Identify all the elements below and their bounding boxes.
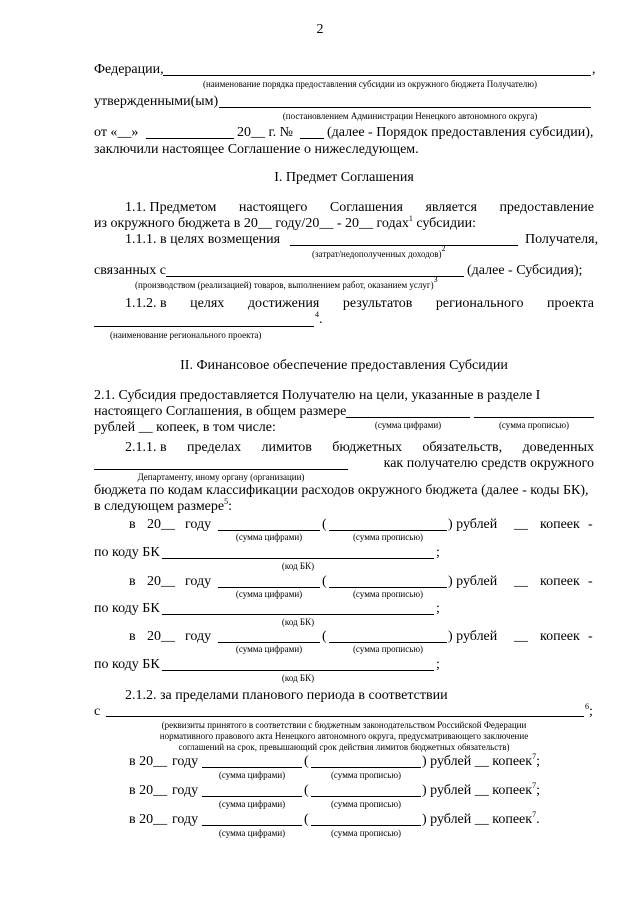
year-row-v: в xyxy=(129,517,136,532)
footnote-7: 7 xyxy=(532,810,537,819)
p21-line1: 2.1. Субсидия предоставляется Получателю на цели, указанные в разделе I xyxy=(94,388,541,403)
hint-costs xyxy=(312,244,446,259)
hint-kbk: (код БК) xyxy=(281,617,315,627)
hint-kbk: (код БК) xyxy=(281,561,315,571)
section1-heading: I. Предмет Соглашения xyxy=(274,170,414,185)
footnote-2: 2 xyxy=(441,244,446,253)
hint-year-digits: (сумма цифрами) xyxy=(235,589,303,599)
future-row-digits-blank xyxy=(202,796,302,797)
year-row-yr: 20__ xyxy=(147,517,175,532)
hint-department: Департаменту, иному органу (организации) xyxy=(137,472,305,482)
p111-start: 1.1.1. в целях возмещения xyxy=(125,232,281,247)
hint-future-digits: (сумма цифрами) xyxy=(218,770,286,780)
p211-colon: : xyxy=(228,499,232,514)
year-row-dash: __ xyxy=(514,629,528,644)
from-year: 20__ г. № xyxy=(237,125,294,140)
year-row-end: - xyxy=(588,517,593,532)
year-row-word: году xyxy=(185,517,212,532)
year-row-dash: __ xyxy=(514,517,528,532)
p212-semicolon: ; xyxy=(589,704,593,719)
section2-heading: II. Финансовое обеспечение предоставления Субсидии xyxy=(180,358,508,373)
future-row-digits-blank xyxy=(202,767,302,768)
p11-word: Соглашения xyxy=(329,200,403,215)
future-row-words-blank xyxy=(311,796,421,797)
p111-end: Получателя, xyxy=(525,232,599,247)
p112-word: результатов xyxy=(342,296,413,311)
year-row-end: - xyxy=(588,629,593,644)
hint-year-digits: (сумма цифрами) xyxy=(235,532,303,542)
p211-word: бюджетных xyxy=(332,440,402,455)
year-row-v: в xyxy=(129,629,136,644)
future-row-end: ; xyxy=(536,754,540,769)
future-row-rub: ) рублей __ копеек xyxy=(422,812,533,827)
future-row-open-paren: ( xyxy=(304,783,309,798)
year-row-kop: копеек xyxy=(540,574,580,589)
p211-word: обязательств, xyxy=(422,440,503,455)
comma: , xyxy=(592,62,596,77)
footnote-4: 4 xyxy=(315,310,319,319)
future-row-v: в 20__ xyxy=(129,754,168,769)
year-row-rub: ) рублей xyxy=(448,517,498,532)
hint-year-digits: (сумма цифрами) xyxy=(235,644,303,654)
hint-future-digits: (сумма цифрами) xyxy=(218,799,286,809)
year-row-digits-blank xyxy=(218,642,320,643)
hint-total-words: (сумма прописью) xyxy=(498,420,570,430)
hint-future-words: (сумма прописью) xyxy=(330,828,402,838)
year-row-words-blank xyxy=(329,642,447,643)
future-row-word: году xyxy=(172,812,199,827)
hint-procedure: (наименование порядка предоставления субсидии из окружного бюджета Получателю) xyxy=(202,79,538,89)
footnote-5: 5 xyxy=(224,497,229,506)
kbk-label: по коду БК xyxy=(94,601,160,616)
hint-kbk: (код БК) xyxy=(281,673,315,683)
procedure-blank xyxy=(163,75,591,76)
year-row-yr: 20__ xyxy=(147,629,175,644)
future-row-tail xyxy=(422,754,540,770)
year-row-digits-blank xyxy=(218,587,320,588)
kbk-label: по коду БК xyxy=(94,657,160,672)
hint-future-digits: (сумма цифрами) xyxy=(218,828,286,838)
p211-word: лимитов xyxy=(261,440,312,455)
hint-approved-by: (постановлением Администрации Ненецкого автономного округа) xyxy=(282,111,538,121)
date-blank xyxy=(146,138,234,139)
hint-requisites-1: (реквизиты принятого в соответствии с бюджетным законодательством Российской Федерации xyxy=(161,720,527,730)
department-blank xyxy=(94,469,348,470)
from-prefix: от «__» xyxy=(94,125,139,140)
hint-future-words: (сумма прописью) xyxy=(330,770,402,780)
future-row-words-blank xyxy=(311,767,421,768)
year-row-word: году xyxy=(185,574,212,589)
hint-requisites-3: соглашений на срок, превышающий срок действия лимитов бюджетных обязательств) xyxy=(178,742,510,752)
kbk-semicolon: ; xyxy=(436,601,440,616)
from-suffix: (далее - Порядок предоставления субсидии), xyxy=(327,125,594,140)
footnote-7: 7 xyxy=(532,752,537,761)
hint-requisites-2: нормативного правового акта Ненецкого автономного округа, предусматривающего заключение xyxy=(159,731,529,741)
year-row-rub: ) рублей xyxy=(448,574,498,589)
hint-project: (наименование регионального проекта) xyxy=(110,330,262,340)
hint-total-digits: (сумма цифрами) xyxy=(374,420,442,430)
p11-word: 1.1. Предметом xyxy=(125,200,217,215)
total-words-blank xyxy=(474,417,594,418)
year-row-yr: 20__ xyxy=(147,574,175,589)
p11-word: является xyxy=(425,200,477,215)
year-row-dash: __ xyxy=(514,574,528,589)
kbk-semicolon: ; xyxy=(436,545,440,560)
costs-blank xyxy=(290,245,518,246)
p112-line1 xyxy=(125,296,594,312)
related-start: связанных с xyxy=(94,263,166,278)
future-row-tail xyxy=(422,812,540,828)
year-row-kop: копеек xyxy=(540,629,580,644)
p211-word: 2.1.1. в xyxy=(125,440,167,455)
future-row-rub: ) рублей __ копеек xyxy=(422,754,533,769)
p11-line2-end: субсидии: xyxy=(416,216,476,231)
p11-line2 xyxy=(94,216,476,232)
footnote-6: 6 xyxy=(585,702,589,711)
hint-production-text: (производством (реализацией) товаров, выполнением работ, оказанием услуг) xyxy=(135,280,434,290)
future-row-v: в 20__ xyxy=(129,783,168,798)
p11-word: настоящего xyxy=(238,200,308,215)
future-row-rub: ) рублей __ копеек xyxy=(422,783,533,798)
p11-word: предоставление xyxy=(499,200,594,215)
year-row-word: году xyxy=(185,629,212,644)
p112-word: 1.1.2. в xyxy=(125,296,167,311)
kbk-blank xyxy=(162,614,434,615)
year-row-open-paren: ( xyxy=(322,629,327,644)
federation-word: Федерации, xyxy=(94,62,164,77)
kbk-label: по коду БК xyxy=(94,545,160,560)
hint-costs-text: (затрат/недополученных доходов) xyxy=(312,249,442,259)
footnote-1: 1 xyxy=(408,214,413,223)
kbk-blank xyxy=(162,670,434,671)
p112-dot: . xyxy=(319,312,323,327)
future-row-word: году xyxy=(172,783,199,798)
page-number: 2 xyxy=(316,22,324,37)
hint-year-words: (сумма прописью) xyxy=(352,532,424,542)
p211-word: пределах xyxy=(187,440,242,455)
future-row-tail xyxy=(422,783,540,799)
year-row-words-blank xyxy=(329,587,447,588)
hint-production xyxy=(135,275,438,290)
requisites-blank xyxy=(106,716,584,717)
p21-line3: рублей __ копеек, в том числе: xyxy=(94,420,276,435)
p112-word: целях xyxy=(190,296,225,311)
p21-line2: настоящего Соглашения, в общем размере xyxy=(94,404,347,419)
p112-end xyxy=(315,312,323,328)
year-row-v: в xyxy=(129,574,136,589)
kbk-blank xyxy=(162,558,434,559)
p211-word: доведенных xyxy=(522,440,594,455)
p11-line1 xyxy=(125,200,594,216)
future-row-end: ; xyxy=(536,783,540,798)
p212-c: с xyxy=(94,704,101,719)
p211-line4-text: в следующем размере xyxy=(94,499,225,514)
p112-word: проекта xyxy=(547,296,594,311)
future-row-word: году xyxy=(172,754,199,769)
p112-word: регионального xyxy=(435,296,524,311)
future-row-end: . xyxy=(536,812,540,827)
p211-line1 xyxy=(125,440,594,456)
year-row-rub: ) рублей xyxy=(448,629,498,644)
p212-line: 2.1.2. за пределами планового периода в соответствии xyxy=(125,688,448,703)
related-end: (далее - Субсидия); xyxy=(467,263,583,278)
year-row-end: - xyxy=(588,574,593,589)
approved-word: утвержденными(ым) xyxy=(94,94,219,109)
future-row-words-blank xyxy=(311,825,421,826)
p211-line3: бюджета по кодам классификации расходов окружного бюджета (далее - коды БК), xyxy=(94,483,589,498)
hint-future-words: (сумма прописью) xyxy=(330,799,402,809)
p11-line2-text: из окружного бюджета в 20__ году/20__ - 20__ годах xyxy=(94,216,409,231)
approved-blank xyxy=(219,107,591,108)
hint-year-words: (сумма прописью) xyxy=(352,644,424,654)
total-digits-blank xyxy=(346,417,470,418)
future-row-open-paren: ( xyxy=(304,812,309,827)
number-blank xyxy=(300,138,324,139)
hint-year-words: (сумма прописью) xyxy=(352,589,424,599)
year-row-words-blank xyxy=(329,530,447,531)
year-row-digits-blank xyxy=(218,530,320,531)
p112-word: достижения xyxy=(247,296,320,311)
production-blank xyxy=(166,276,464,277)
p212-end xyxy=(585,704,593,720)
future-row-v: в 20__ xyxy=(129,812,168,827)
future-row-open-paren: ( xyxy=(304,754,309,769)
p211-line4 xyxy=(94,499,232,515)
p211-line2: как получателю средств окружного xyxy=(383,456,594,471)
year-row-open-paren: ( xyxy=(322,517,327,532)
year-row-open-paren: ( xyxy=(322,574,327,589)
concluded-line: заключили настоящее Соглашение о нижеследующем. xyxy=(94,142,419,157)
project-blank xyxy=(94,326,314,327)
kbk-semicolon: ; xyxy=(436,657,440,672)
year-row-kop: копеек xyxy=(540,517,580,532)
footnote-3: 3 xyxy=(433,275,438,284)
future-row-digits-blank xyxy=(202,825,302,826)
footnote-7: 7 xyxy=(532,781,537,790)
